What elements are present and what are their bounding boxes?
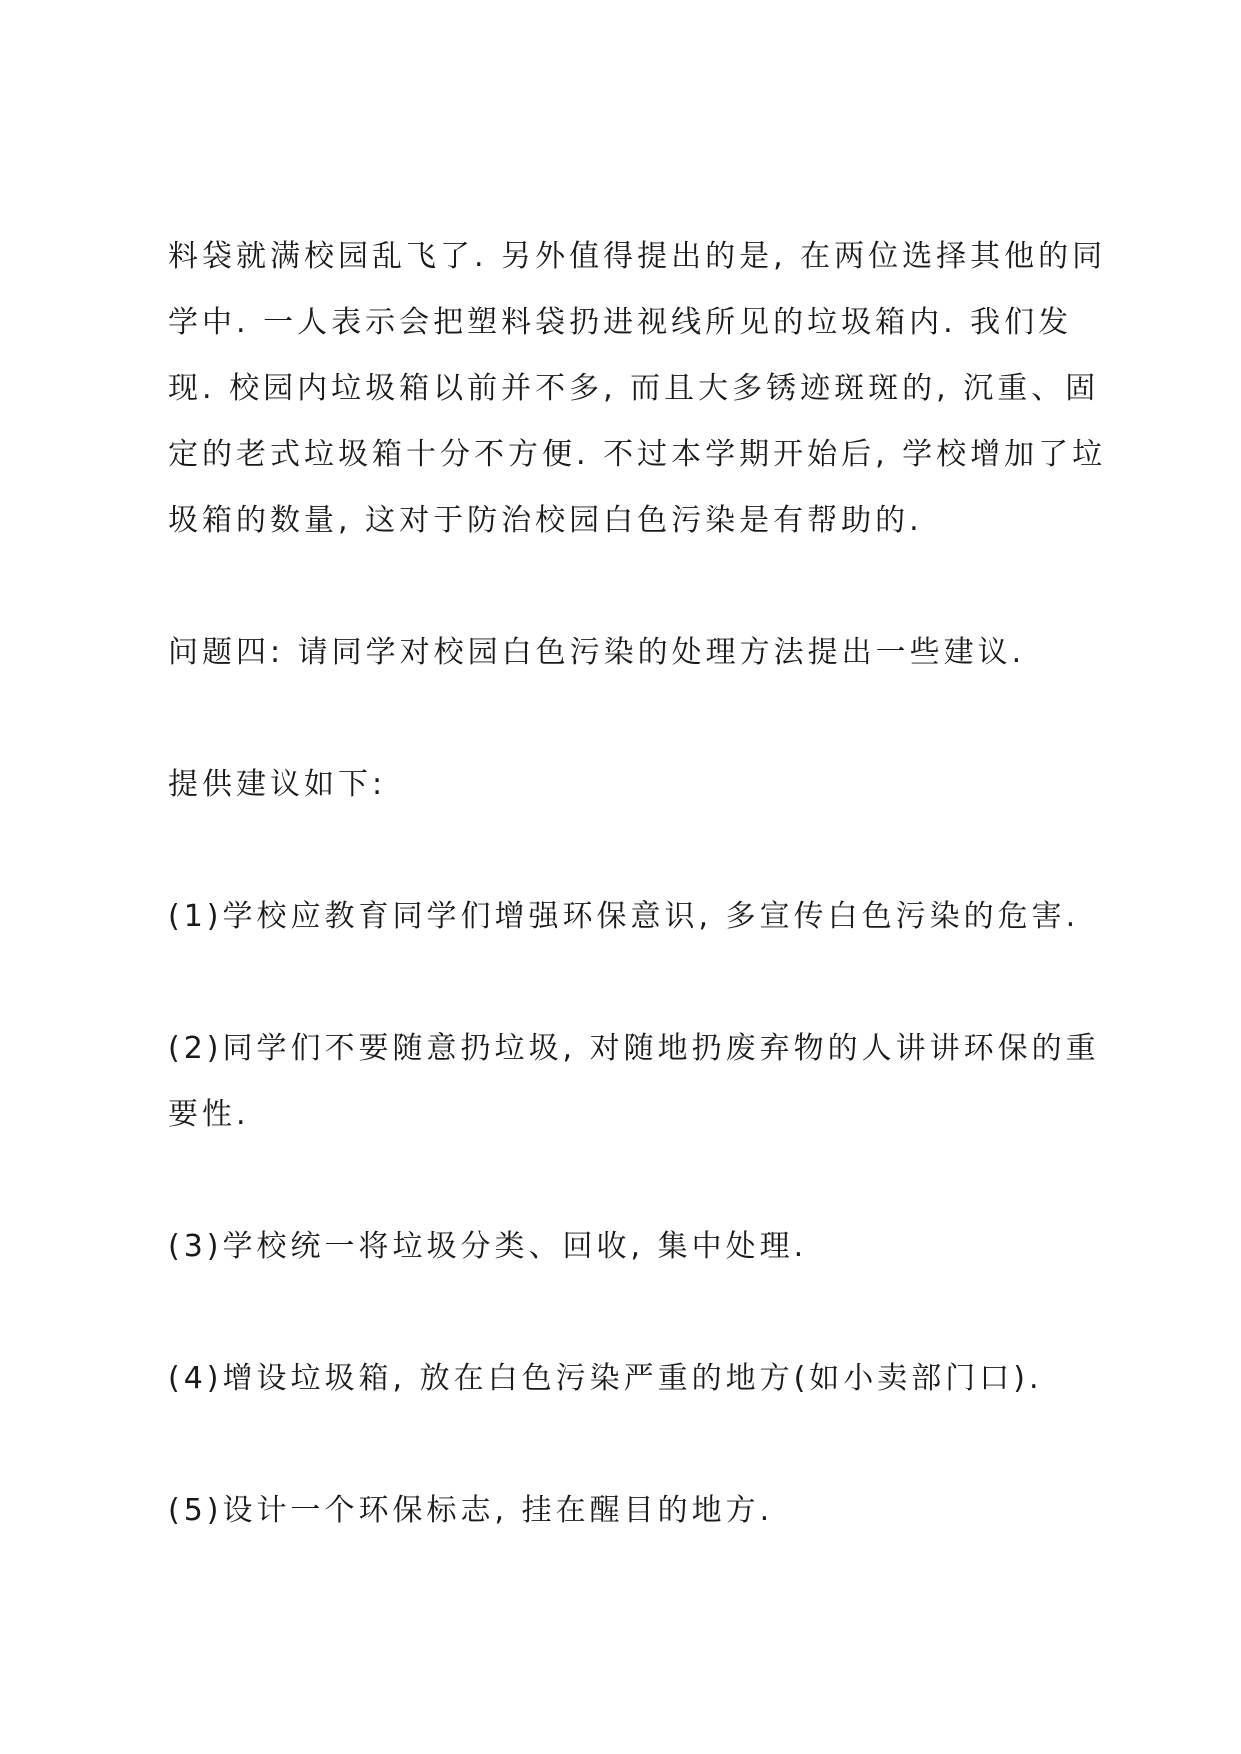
text-line: 现. 校园内垃圾箱以前并不多, 而且大多锈迹斑斑的, 沉重、固 <box>168 371 1100 406</box>
paragraph-spacer <box>168 950 1098 1016</box>
text-line: (1)学校应教育同学们增强环保意识, 多宣传白色污染的危害. <box>168 899 1080 934</box>
text-line: (2)同学们不要随意扔垃圾, 对随地扔废弃物的人讲讲环保的重 <box>168 1031 1100 1066</box>
question-four-heading <box>168 620 1098 686</box>
text-line: 料袋就满校园乱飞了. 另外值得提出的是, 在两位选择其他的同 <box>168 239 1107 274</box>
paragraph-spacer <box>168 686 1098 752</box>
text-line: 定的老式垃圾箱十分不方便. 不过本学期开始后, 学校增加了垃 <box>168 437 1107 472</box>
text-line: (3)学校统一将垃圾分类、回收, 集中处理. <box>168 1229 808 1264</box>
suggestion-item-2 <box>168 1016 1098 1148</box>
suggestion-item-3 <box>168 1214 1098 1280</box>
document-body <box>168 224 1107 1544</box>
suggestion-item-4 <box>168 1346 1098 1412</box>
paragraph-spacer <box>168 1412 1098 1478</box>
text-line: 提供建议如下: <box>168 767 387 802</box>
text-line: 问题四: 请同学对校园白色污染的处理方法提出一些建议. <box>168 635 1026 670</box>
text-line: (5)设计一个环保标志, 挂在醒目的地方. <box>168 1493 774 1528</box>
paragraph-observation <box>168 224 1107 554</box>
suggestions-intro <box>168 752 1098 818</box>
text-line: 要性. <box>168 1097 250 1132</box>
suggestion-item-1 <box>168 884 1098 950</box>
text-line: 圾箱的数量, 这对于防治校园白色污染是有帮助的. <box>168 503 923 538</box>
paragraph-spacer <box>168 1280 1098 1346</box>
paragraph-spacer <box>168 818 1098 884</box>
text-line: (4)增设垃圾箱, 放在白色污染严重的地方(如小卖部门口). <box>168 1361 1043 1396</box>
paragraph-spacer <box>168 1148 1098 1214</box>
suggestion-item-5 <box>168 1478 1098 1544</box>
text-line: 学中. 一人表示会把塑料袋扔进视线所见的垃圾箱内. 我们发 <box>168 305 1073 340</box>
paragraph-spacer <box>168 554 1098 620</box>
